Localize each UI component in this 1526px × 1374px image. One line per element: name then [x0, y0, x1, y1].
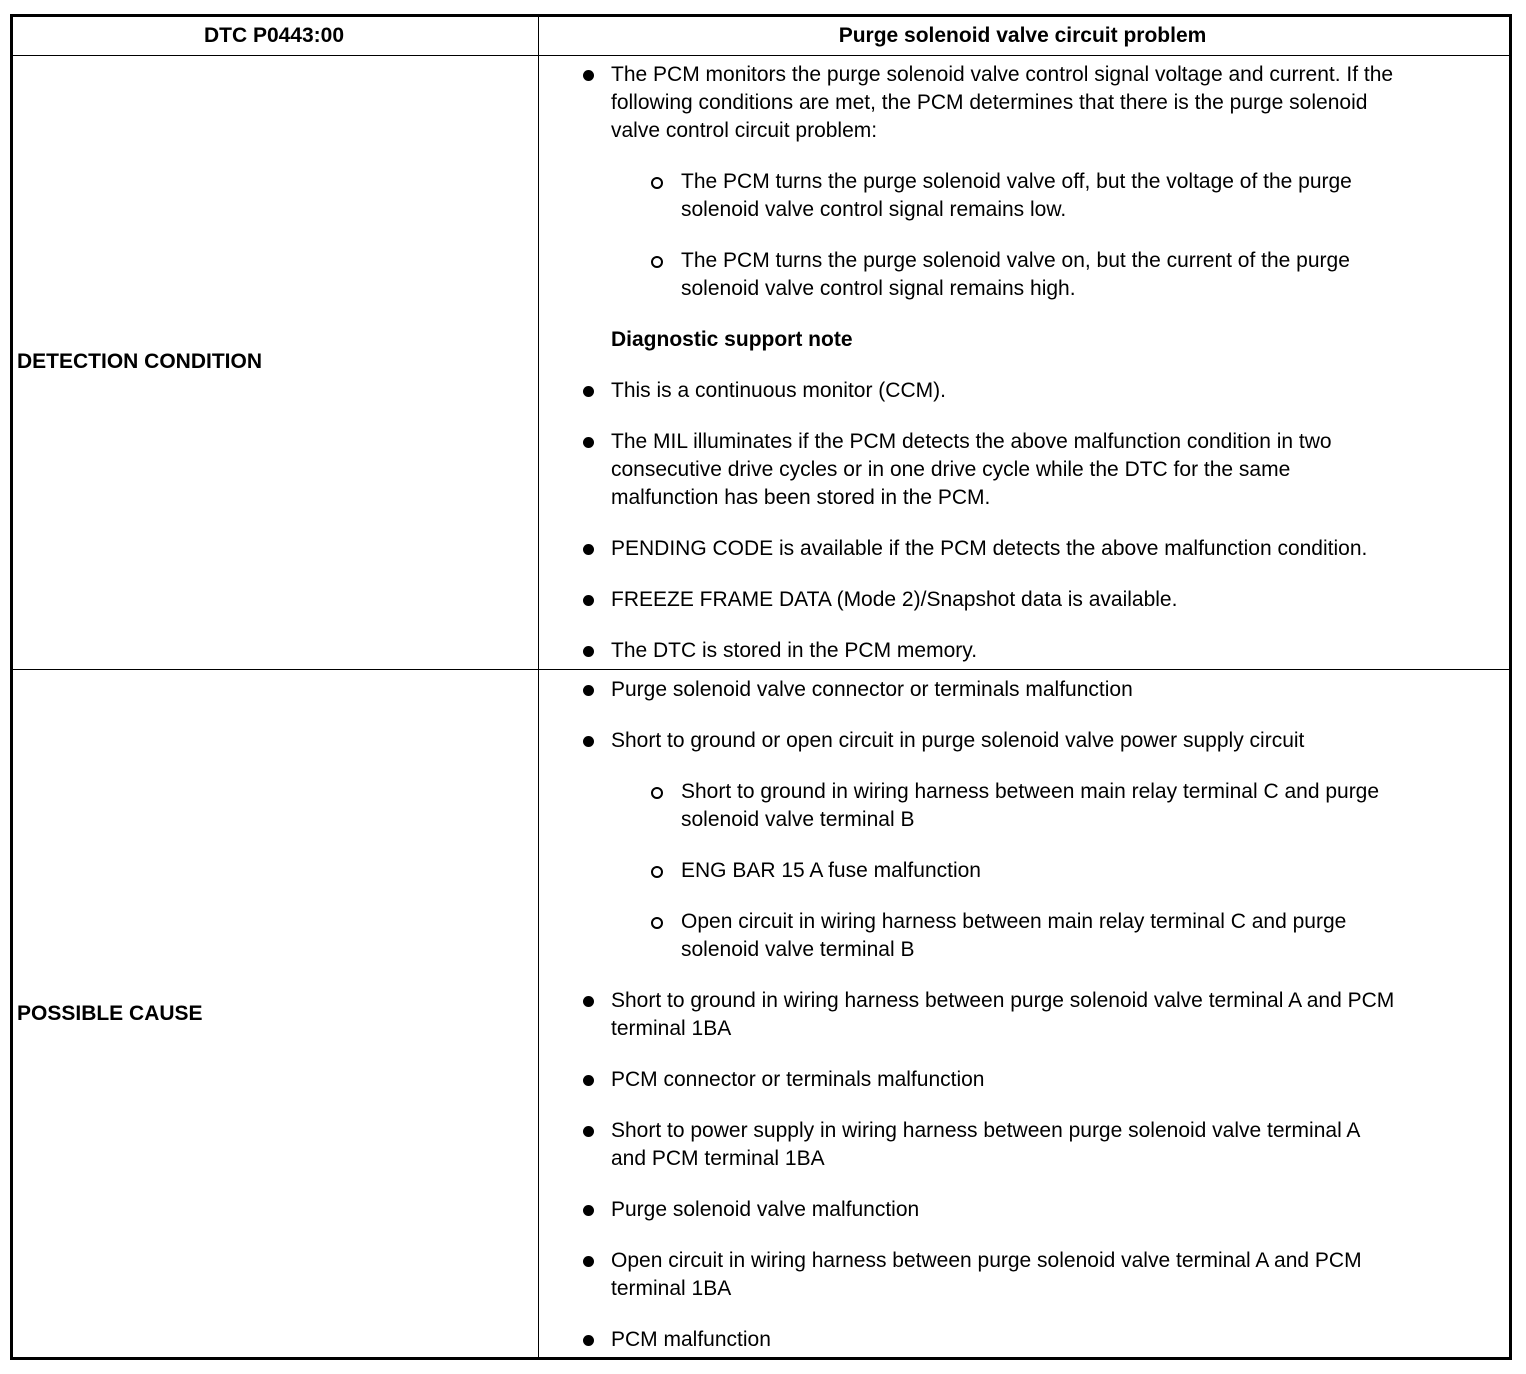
bullet-icon: [583, 544, 594, 555]
note-line: The MIL illuminates if the PCM detects the above malfunction condition in two: [611, 430, 1332, 453]
note-line: The DTC is stored in the PCM memory.: [611, 639, 978, 662]
sub-cause-line: solenoid valve terminal B: [681, 808, 915, 831]
dtc-title-header: Purge solenoid valve circuit problem: [838, 24, 1207, 47]
bullet-icon: [583, 1205, 594, 1216]
sub-bullet-icon: [651, 866, 663, 878]
column-divider: [538, 17, 539, 1357]
cause-line: Short to ground or open circuit in purge solenoid valve power supply circuit: [611, 729, 1305, 752]
possible-cause-label: POSSIBLE CAUSE: [17, 1002, 203, 1025]
note-line: PENDING CODE is available if the PCM detects the above malfunction condition.: [611, 537, 1368, 560]
condition-line: solenoid valve control signal remains low.: [681, 198, 1067, 221]
row-divider: [13, 669, 1509, 670]
cause-line: PCM connector or terminals malfunction: [611, 1068, 985, 1091]
bullet-icon: [583, 70, 594, 81]
sub-cause-line: Open circuit in wiring harness between main relay terminal C and purge: [681, 910, 1347, 933]
diagnostic-note-title: Diagnostic support note: [611, 328, 853, 351]
cause-line: Open circuit in wiring harness between purge solenoid valve terminal A and PCM: [611, 1249, 1362, 1272]
detection-intro-line: The PCM monitors the purge solenoid valve control signal voltage and current. If the: [611, 63, 1394, 86]
note-line: malfunction has been stored in the PCM.: [611, 486, 991, 509]
bullet-icon: [583, 595, 594, 606]
note-line: FREEZE FRAME DATA (Mode 2)/Snapshot data is available.: [611, 588, 1178, 611]
cause-line: terminal 1BA: [611, 1277, 732, 1300]
bullet-icon: [583, 386, 594, 397]
bullet-icon: [583, 1126, 594, 1137]
sub-cause-line: solenoid valve terminal B: [681, 938, 915, 961]
sub-cause-line: Short to ground in wiring harness between main relay terminal C and purge: [681, 780, 1380, 803]
detection-intro-line: valve control circuit problem:: [611, 119, 878, 142]
bullet-icon: [583, 646, 594, 657]
bullet-icon: [583, 996, 594, 1007]
detection-condition-label: DETECTION CONDITION: [17, 350, 262, 373]
sub-bullet-icon: [651, 256, 663, 268]
condition-line: solenoid valve control signal remains high.: [681, 277, 1076, 300]
condition-line: The PCM turns the purge solenoid valve on, but the current of the purge: [681, 249, 1350, 272]
bullet-icon: [583, 736, 594, 747]
cause-line: Purge solenoid valve connector or terminals malfunction: [611, 678, 1133, 701]
cause-line: Short to ground in wiring harness between purge solenoid valve terminal A and PCM: [611, 989, 1395, 1012]
cause-line: terminal 1BA: [611, 1017, 732, 1040]
bullet-icon: [583, 437, 594, 448]
detection-intro-line: following conditions are met, the PCM determines that there is the purge solenoid: [611, 91, 1368, 114]
bullet-icon: [583, 1256, 594, 1267]
sub-bullet-icon: [651, 177, 663, 189]
note-line: consecutive drive cycles or in one drive cycle while the DTC for the same: [611, 458, 1291, 481]
sub-bullet-icon: [651, 917, 663, 929]
condition-line: The PCM turns the purge solenoid valve off, but the voltage of the purge: [681, 170, 1352, 193]
cause-line: Purge solenoid valve malfunction: [611, 1198, 920, 1221]
cause-line: Short to power supply in wiring harness between purge solenoid valve terminal A: [611, 1119, 1361, 1142]
sub-cause-line: ENG BAR 15 A fuse malfunction: [681, 859, 981, 882]
bullet-icon: [583, 1075, 594, 1086]
dtc-code-header: DTC P0443:00: [203, 24, 345, 47]
cause-line: and PCM terminal 1BA: [611, 1147, 825, 1170]
bullet-icon: [583, 1335, 594, 1346]
header-divider: [13, 55, 1509, 56]
note-line: This is a continuous monitor (CCM).: [611, 379, 946, 402]
cause-line: PCM malfunction: [611, 1328, 771, 1351]
bullet-icon: [583, 685, 594, 696]
sub-bullet-icon: [651, 787, 663, 799]
